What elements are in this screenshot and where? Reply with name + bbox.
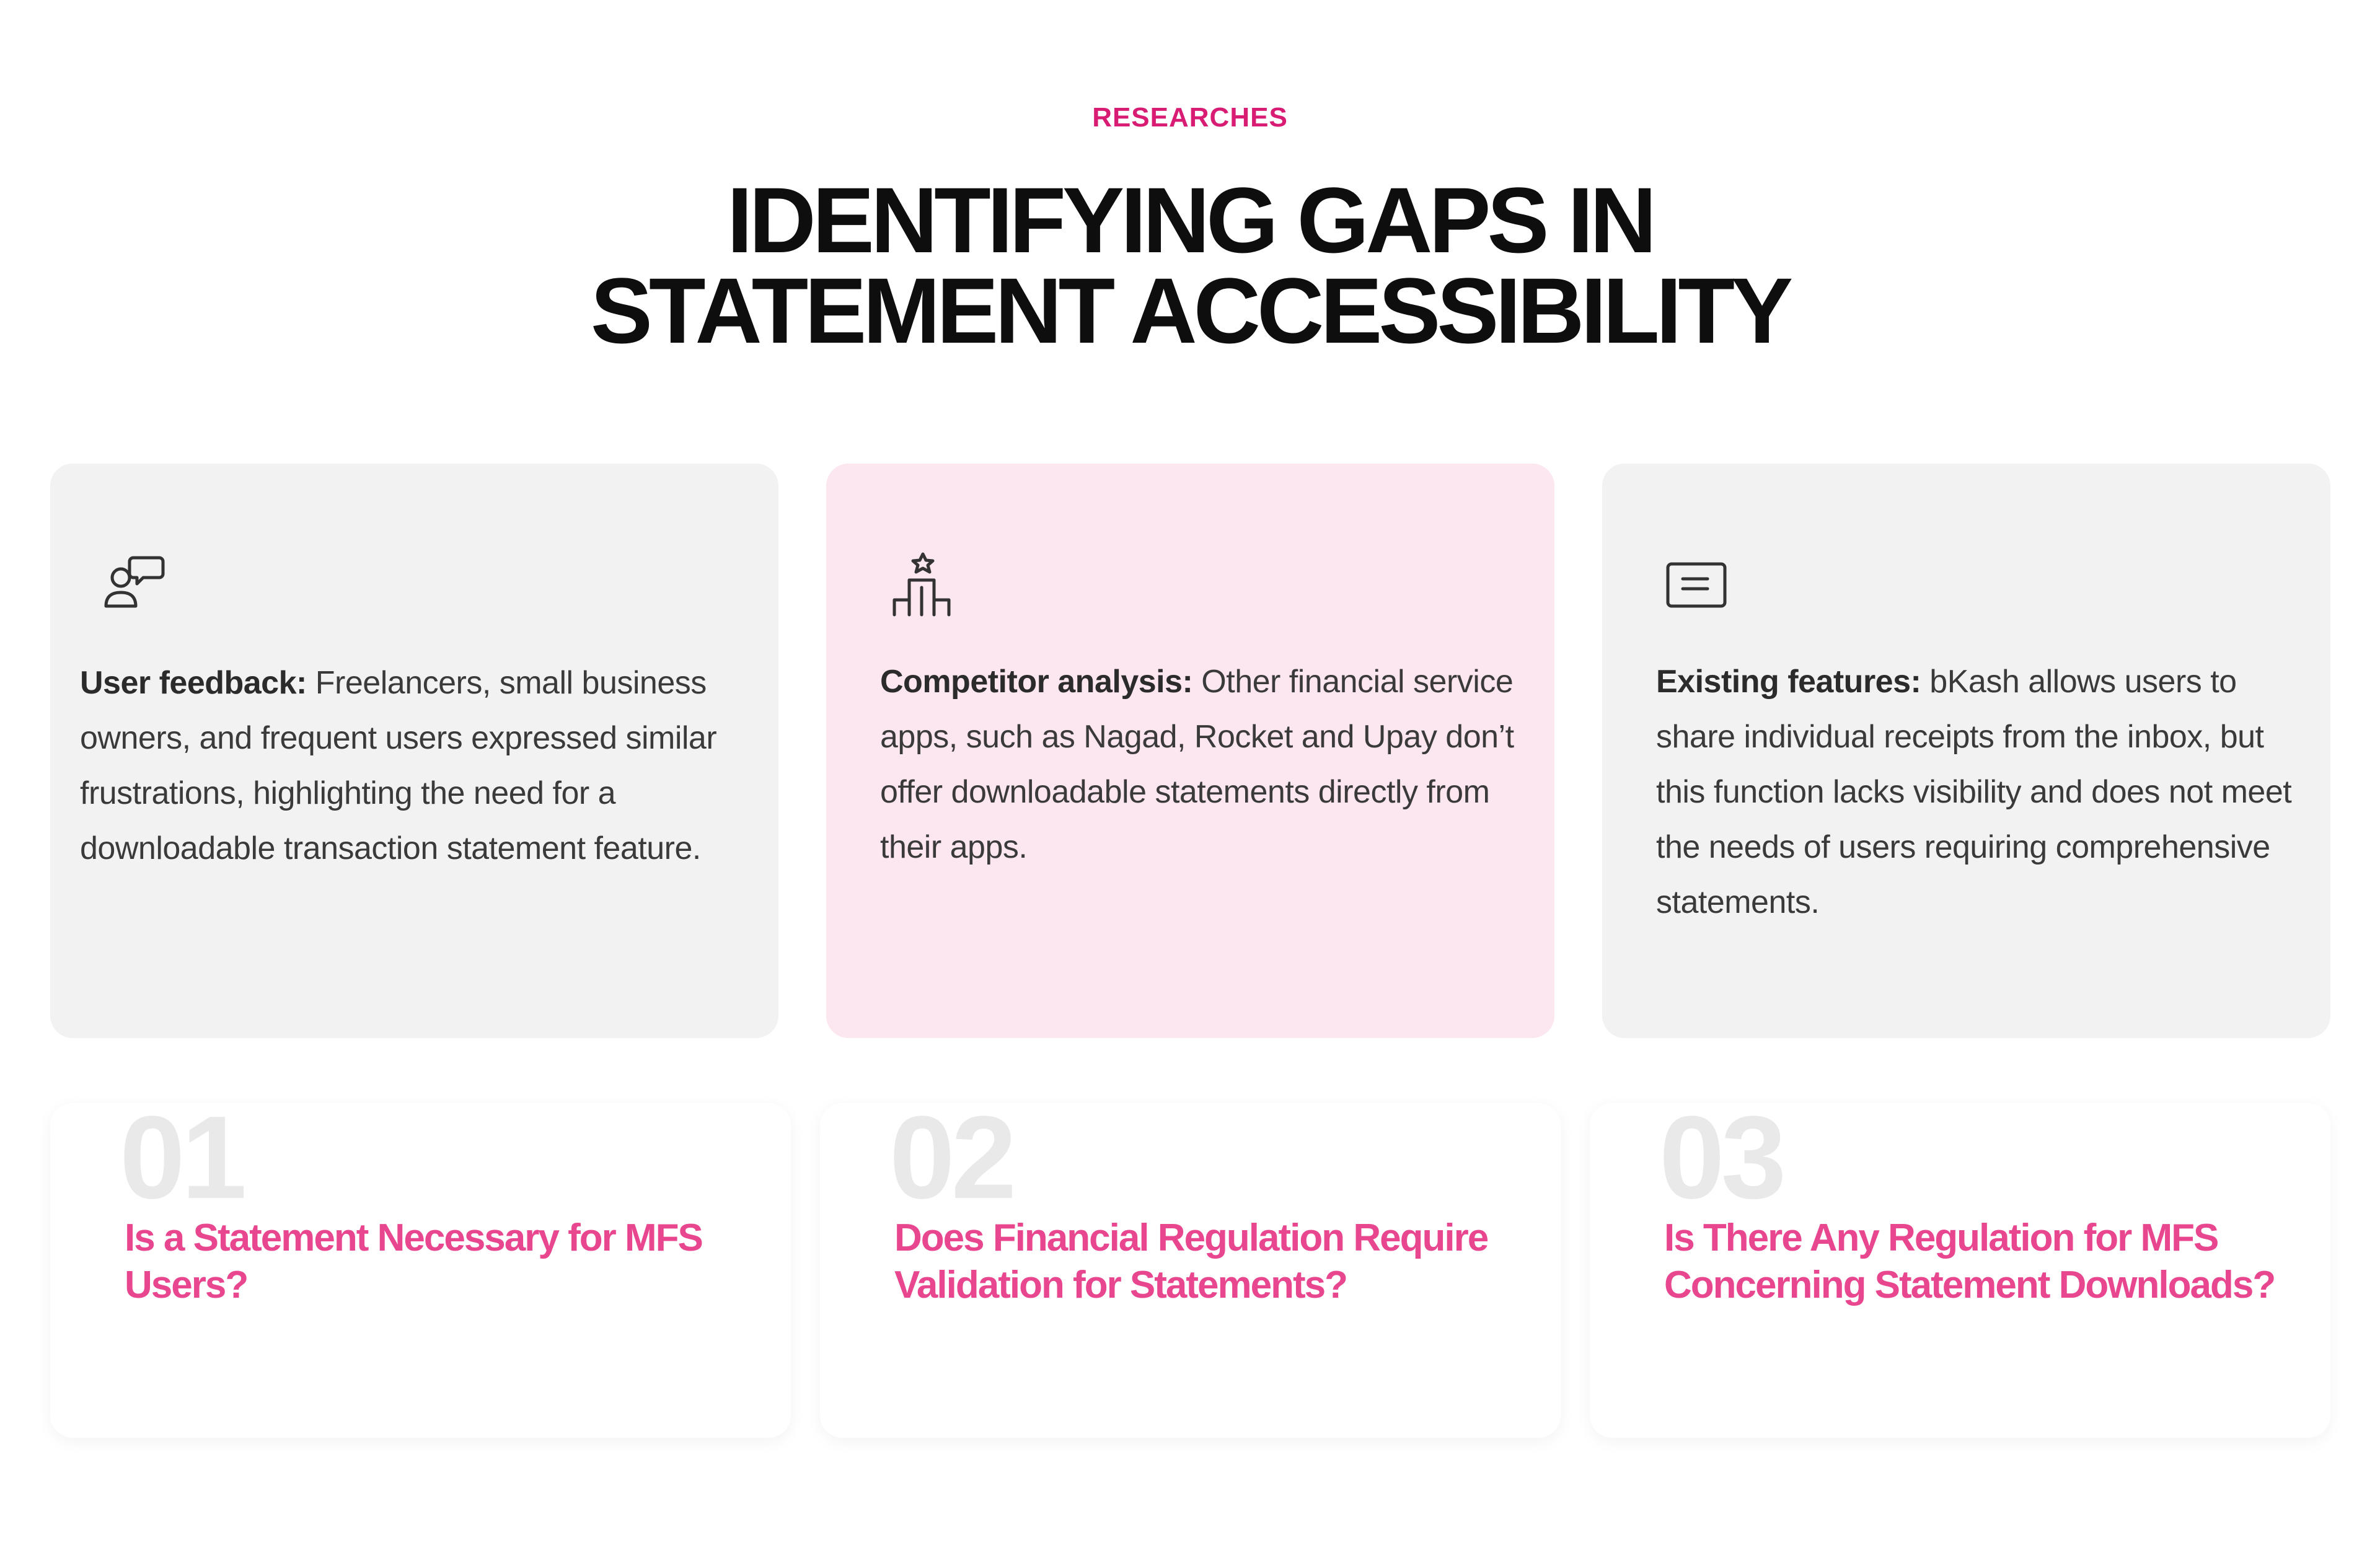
card-body xyxy=(80,656,762,876)
question-number: 03 xyxy=(1659,1092,1783,1223)
receipt-card-icon xyxy=(1664,545,1739,620)
question-number: 02 xyxy=(889,1092,1013,1223)
card-text: bKash allows users to share individual receipts from the inbox, but this function lacks visibility and does not meet the needs of users requiring comprehensive statements. xyxy=(1656,664,2292,920)
chat-user-icon xyxy=(94,545,168,620)
research-card-competitor-analysis xyxy=(826,464,1554,1038)
research-card-user-feedback xyxy=(50,464,778,1038)
question-card xyxy=(820,1092,1561,1438)
eyebrow-label: RESEARCHES xyxy=(1092,102,1288,133)
question-text: Is There Any Regulation for MFS Concerning Statement Downloads? xyxy=(1664,1217,2275,1306)
page-title-line-2: STATEMENT ACCESSIBILITY xyxy=(590,258,1790,363)
card-text: Other financial service apps, such as Nagad, Rocket and Upay don’t offer downloadable statements directly from their apps. xyxy=(880,664,1514,865)
question-card xyxy=(1590,1092,2330,1438)
question-text: Is a Statement Necessary for MFS Users? xyxy=(125,1217,702,1306)
question-number: 01 xyxy=(120,1092,244,1223)
card-title: User feedback: xyxy=(80,665,307,701)
page-title-line-1: IDENTIFYING GAPS IN xyxy=(726,168,1654,272)
page-title xyxy=(0,168,2380,363)
card-body xyxy=(1656,654,2313,930)
card-text: Freelancers, small business owners, and frequent users expressed similar frustrations, highlighting the need for a downloadable transaction statement feature. xyxy=(80,665,717,866)
question-text: Does Financial Regulation Require Validation for Statements? xyxy=(894,1217,1488,1306)
question-card xyxy=(50,1092,791,1438)
card-title: Existing features: xyxy=(1656,664,1921,700)
card-body xyxy=(880,654,1537,875)
research-card-existing-features xyxy=(1602,464,2330,1038)
podium-star-icon xyxy=(888,550,963,625)
card-title: Competitor analysis: xyxy=(880,664,1193,700)
